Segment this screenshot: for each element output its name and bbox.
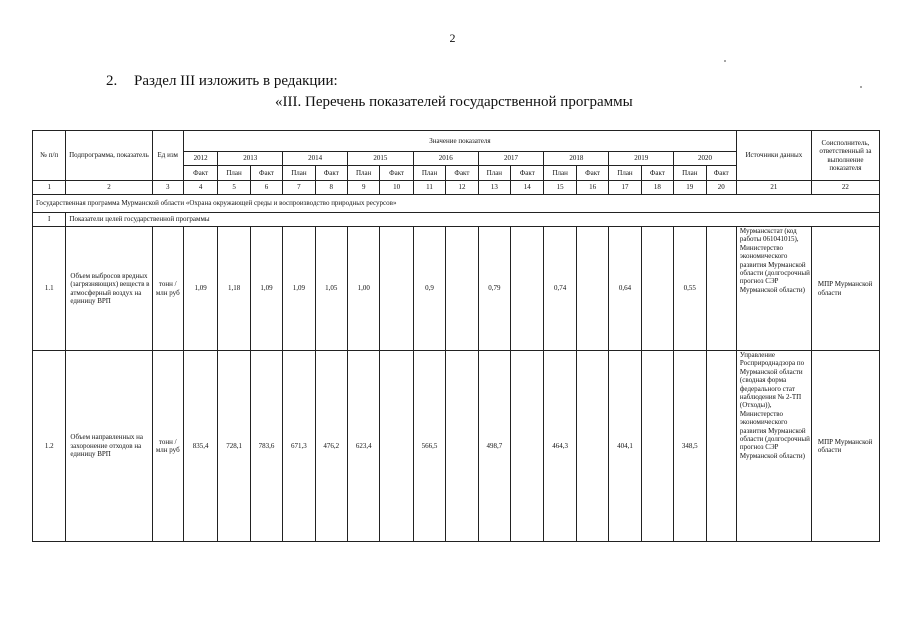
value-cell: 1,09 (283, 227, 315, 351)
col-number: 13 (478, 181, 510, 195)
col-number: 22 (811, 181, 879, 195)
value-cell: 348,5 (674, 351, 706, 542)
col-number: 16 (576, 181, 608, 195)
value-cell (706, 351, 736, 542)
plan-fact-header: План (609, 166, 641, 181)
value-cell (511, 351, 544, 542)
plan-fact-header: План (674, 166, 706, 181)
scan-speck (860, 86, 862, 88)
col-number: 11 (413, 181, 445, 195)
value-cell: 0,64 (609, 227, 641, 351)
plan-fact-header: План (283, 166, 315, 181)
col-number: 14 (511, 181, 544, 195)
col-number: 7 (283, 181, 315, 195)
value-cell (576, 227, 608, 351)
plan-fact-header: Факт (380, 166, 413, 181)
responsible-executor: МПР Мурманской области (811, 227, 879, 351)
col-number: 4 (183, 181, 217, 195)
col-number: 10 (380, 181, 413, 195)
plan-fact-header: Факт (511, 166, 544, 181)
heading-number: 2. (106, 73, 118, 89)
col-number: 1 (33, 181, 66, 195)
year-header: 2013 (218, 152, 283, 166)
section-title: Государственная программа Мурманской области «Охрана окружающей среды и воспроизводство природных ресурсов» (33, 195, 880, 213)
value-cell: 623,4 (348, 351, 380, 542)
header-num: № п/п (33, 131, 66, 181)
year-header: 2017 (478, 152, 544, 166)
col-number: 21 (736, 181, 811, 195)
col-number: 17 (609, 181, 641, 195)
value-cell (446, 227, 478, 351)
value-cell: 0,9 (413, 227, 445, 351)
plan-fact-header: Факт (446, 166, 478, 181)
responsible-executor: МПР Мурманской области (811, 351, 879, 542)
table-row (33, 227, 880, 351)
value-cell: 1,00 (348, 227, 380, 351)
value-cell: 728,1 (218, 351, 250, 542)
indicator-unit: тонн / млн руб (152, 227, 183, 351)
subsection-title: Показатели целей государственной программы (66, 213, 880, 227)
value-cell: 835,4 (183, 351, 217, 542)
plan-fact-header: Факт (641, 166, 673, 181)
year-header: 2012 (183, 152, 217, 166)
col-number: 2 (66, 181, 152, 195)
header-coexecutor: Соисполнитель, ответственный за выполнение показателя (811, 131, 879, 181)
plan-fact-header: Факт (315, 166, 347, 181)
value-cell: 498,7 (478, 351, 510, 542)
row-num: 1.2 (33, 351, 66, 542)
plan-fact-header: План (218, 166, 250, 181)
scan-speck (724, 60, 726, 62)
col-number: 3 (152, 181, 183, 195)
indicator-unit: тонн / млн руб (152, 351, 183, 542)
data-source: Мурманскстат (код работы 061041015), Министерство экономического развития Мурманской области (долгосрочный прогноз СЭР Мурманской области) (736, 227, 811, 351)
plan-fact-header: Факт (576, 166, 608, 181)
year-header: 2014 (283, 152, 348, 166)
value-cell: 476,2 (315, 351, 347, 542)
col-number: 20 (706, 181, 736, 195)
value-cell: 404,1 (609, 351, 641, 542)
heading-text: Раздел III изложить в редакции: (134, 73, 338, 89)
col-number: 15 (544, 181, 576, 195)
col-number: 6 (250, 181, 282, 195)
value-cell (576, 351, 608, 542)
value-cell: 0,55 (674, 227, 706, 351)
header-sources: Источники данных (736, 131, 811, 181)
col-number: 9 (348, 181, 380, 195)
value-cell: 1,18 (218, 227, 250, 351)
header-indicator-value: Значение показателя (183, 131, 736, 152)
value-cell (706, 227, 736, 351)
value-cell: 0,74 (544, 227, 576, 351)
year-header: 2018 (544, 152, 609, 166)
plan-fact-header: План (544, 166, 576, 181)
section-row (33, 195, 880, 213)
value-cell: 566,5 (413, 351, 445, 542)
value-cell: 1,09 (250, 227, 282, 351)
value-cell: 1,05 (315, 227, 347, 351)
indicator-name: Объем направленных на захоронение отходов на единицу ВРП (66, 351, 152, 542)
row-num: 1.1 (33, 227, 66, 351)
col-number: 8 (315, 181, 347, 195)
value-cell (380, 351, 413, 542)
year-header: 2015 (348, 152, 414, 166)
value-cell: 671,3 (283, 351, 315, 542)
col-number: 5 (218, 181, 250, 195)
value-cell: 783,6 (250, 351, 282, 542)
table-row (33, 351, 880, 542)
plan-fact-header: План (478, 166, 510, 181)
year-header: 2020 (674, 152, 737, 166)
indicators-table (32, 130, 880, 542)
value-cell: 1,09 (183, 227, 217, 351)
indicator-name: Объем выбросов вредных (загрязняющих) веществ в атмосферный воздух на единицу ВРП (66, 227, 152, 351)
year-header: 2019 (609, 152, 674, 166)
value-cell: 0,79 (478, 227, 510, 351)
plan-fact-header: План (348, 166, 380, 181)
header-subprogram: Подпрограмма, показатель (66, 131, 152, 181)
column-number-row (33, 181, 880, 195)
plan-fact-header: Факт (183, 166, 217, 181)
table-title: «III. Перечень показателей государственной программы (275, 94, 633, 110)
plan-fact-header: Факт (250, 166, 282, 181)
subsection-num: I (33, 213, 66, 227)
subsection-row (33, 213, 880, 227)
plan-fact-header: План (413, 166, 445, 181)
value-cell (641, 351, 673, 542)
value-cell (641, 227, 673, 351)
data-source: Управление Росприроднадзора по Мурманской области (сводная форма федерального стат наблюдения № 2-ТП (Отходы)), Министерство экономического развития Мурманской области (долгосрочный прогноз СЭР Мурманской области) (736, 351, 811, 542)
col-number: 12 (446, 181, 478, 195)
page-number: 2 (449, 31, 456, 45)
section-heading (106, 73, 338, 90)
value-cell (446, 351, 478, 542)
col-number: 19 (674, 181, 706, 195)
value-cell (511, 227, 544, 351)
plan-fact-header: Факт (706, 166, 736, 181)
col-number: 18 (641, 181, 673, 195)
value-cell: 464,3 (544, 351, 576, 542)
value-cell (380, 227, 413, 351)
year-header: 2016 (413, 152, 478, 166)
header-unit: Ед изм (152, 131, 183, 181)
